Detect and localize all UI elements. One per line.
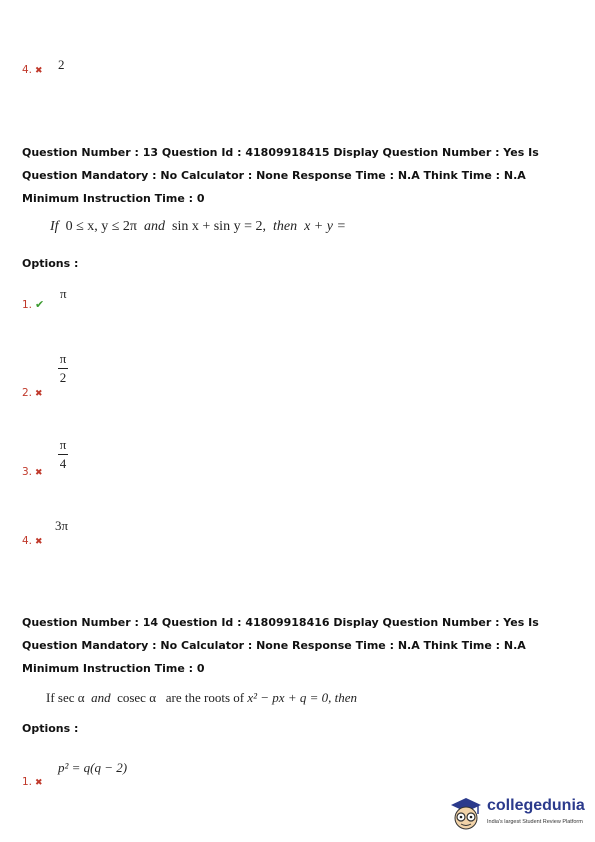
fraction-numerator: π — [59, 351, 67, 366]
option-4: 4. ✖ — [22, 535, 43, 547]
mascot-icon — [447, 793, 485, 833]
option-3-fraction — [58, 438, 68, 470]
collegedunia-logo — [447, 793, 595, 833]
options-label: Options : — [22, 722, 79, 735]
option-4-value: 3π — [55, 518, 69, 533]
check-icon: ✔ — [35, 298, 45, 311]
option-2-fraction — [58, 352, 68, 384]
fraction-denominator: 4 — [59, 456, 67, 471]
question-13-text: If 0 ≤ x, y ≤ 2π and sin x + sin y = 2, then x + y = — [50, 219, 346, 234]
question-14-text: If sec α and cosec α are the roots of x² − px + q = 0, then — [46, 690, 357, 705]
option-1-value: p² = q(q − 2) — [58, 760, 128, 775]
question-13-header: Question Number : 13 Question Id : 41809918415 Display Question Number : Yes Is Question Mandatory : No Calculator : None Response Time : N.A Think Time : N.A Minimum Instruction Time : 0 — [22, 146, 539, 205]
fraction-bar — [58, 454, 68, 455]
cross-icon: ✖ — [35, 389, 43, 399]
option-1-value: π — [60, 286, 67, 301]
cross-icon: ✖ — [35, 66, 43, 76]
logo-wordmark: collegedunia — [487, 797, 585, 814]
cross-icon: ✖ — [35, 778, 43, 788]
fraction-denominator: 2 — [59, 370, 67, 385]
cross-icon: ✖ — [35, 537, 43, 547]
logo-tagline: India's largest Student Review Platform — [487, 819, 583, 825]
option-1: 1. ✖ — [22, 776, 43, 788]
fraction-numerator: π — [59, 437, 67, 452]
options-label: Options : — [22, 257, 79, 270]
cross-icon: ✖ — [35, 468, 43, 478]
option-3: 3. ✖ — [22, 466, 43, 478]
option-number: 4. ✖ — [22, 64, 43, 76]
fraction-bar — [58, 368, 68, 369]
question-14-header: Question Number : 14 Question Id : 41809918416 Display Question Number : Yes Is Question Mandatory : No Calculator : None Response Time : N.A Think Time : N.A Minimum Instruction Time : 0 — [22, 616, 539, 675]
option-value: 2 — [58, 57, 65, 72]
option-1: 1. ✔ — [22, 298, 45, 311]
option-2: 2. ✖ — [22, 387, 43, 399]
